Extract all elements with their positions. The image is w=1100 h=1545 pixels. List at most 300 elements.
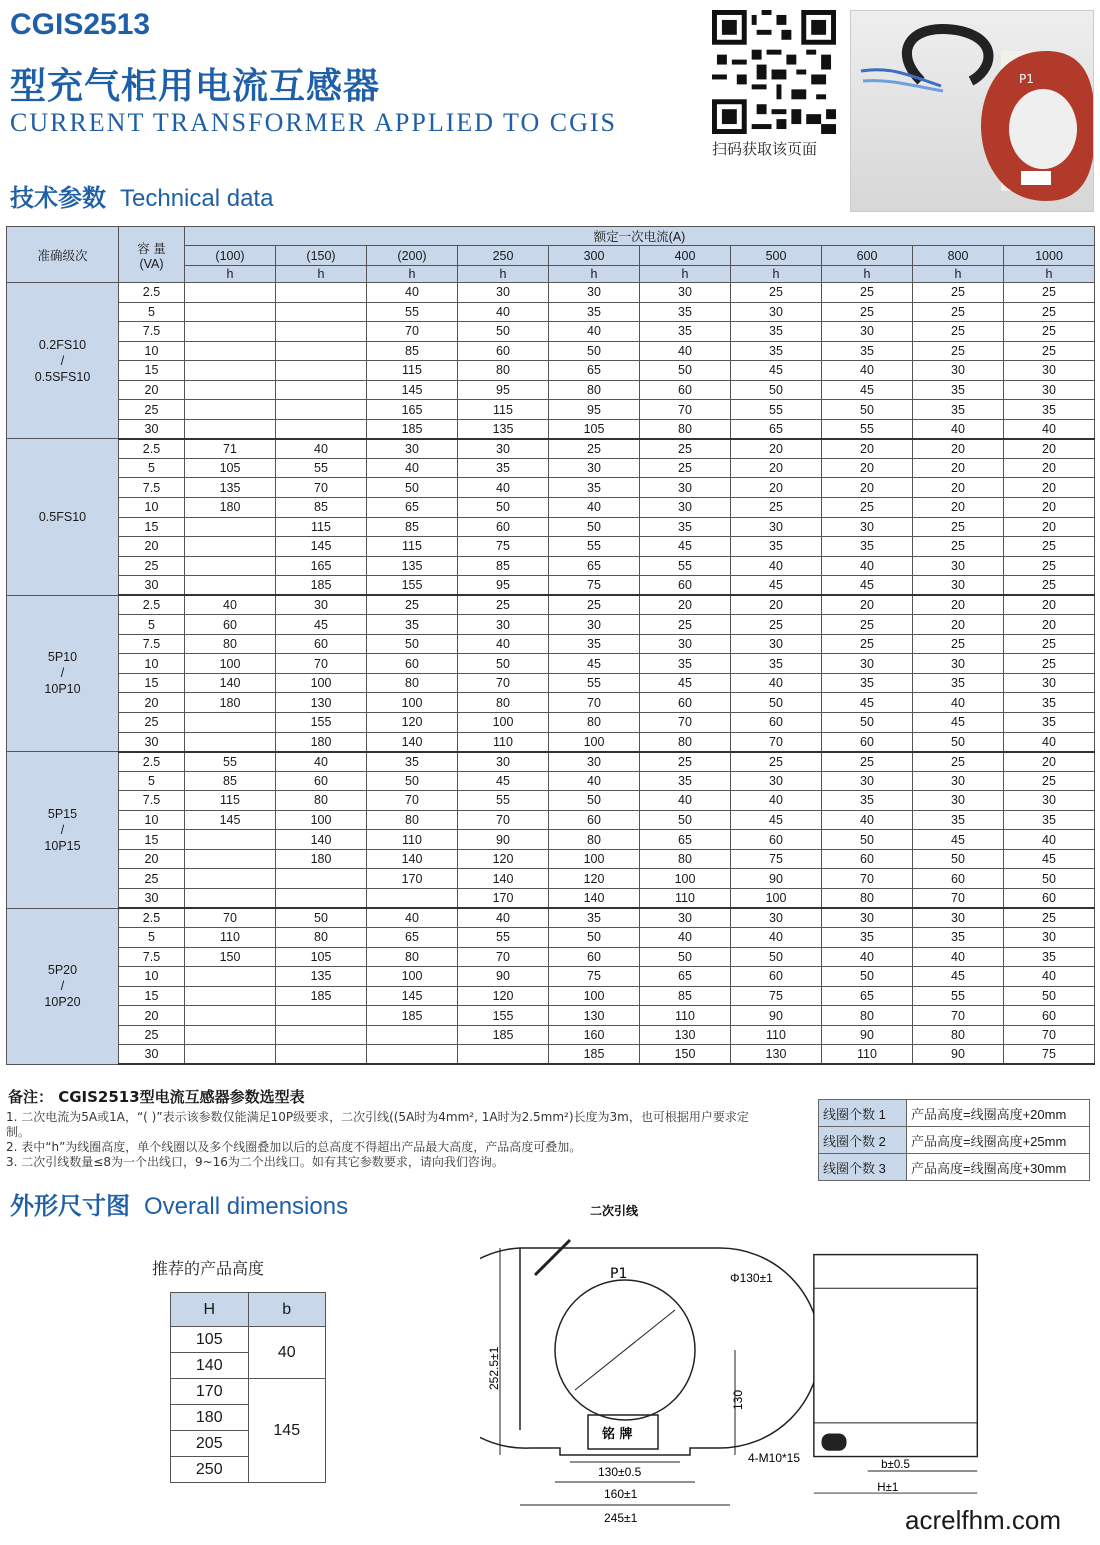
coil-height-cell: 40 bbox=[367, 283, 458, 303]
coil-height-cell: 20 bbox=[1004, 498, 1095, 518]
coil-height-cell: 25 bbox=[731, 752, 822, 772]
coil-height-cell: 30 bbox=[822, 322, 913, 342]
coil-height-cell: 115 bbox=[276, 517, 367, 537]
capacity-va: 25 bbox=[119, 556, 185, 576]
coil-height-cell: 135 bbox=[367, 556, 458, 576]
coil-height-cell: 105 bbox=[549, 419, 640, 439]
coil-height-cell: 80 bbox=[913, 1025, 1004, 1045]
coil-height-cell: 70 bbox=[276, 478, 367, 498]
coil-height-cell: 85 bbox=[185, 771, 276, 791]
coil-height-cell: 115 bbox=[458, 400, 549, 420]
table-row bbox=[7, 1045, 1095, 1065]
table-row bbox=[7, 498, 1095, 518]
coil-count-label: 线圈个数 1 bbox=[819, 1100, 907, 1127]
coil-height-cell: 30 bbox=[640, 498, 731, 518]
coil-height-cell: 35 bbox=[640, 654, 731, 674]
capacity-va: 5 bbox=[119, 458, 185, 478]
table-row bbox=[7, 283, 1095, 303]
coil-height-cell: 25 bbox=[640, 439, 731, 459]
header-current-value: 600 bbox=[822, 246, 913, 266]
table-row bbox=[7, 869, 1095, 889]
coil-height-cell: 140 bbox=[367, 732, 458, 752]
coil-height-cell: 30 bbox=[913, 361, 1004, 381]
accuracy-line: 10P20 bbox=[44, 995, 81, 1010]
coil-height-rule: 产品高度=线圈高度+25mm bbox=[907, 1127, 1090, 1154]
coil-height-cell: 20 bbox=[1004, 752, 1095, 772]
coil-height-cell: 45 bbox=[822, 380, 913, 400]
header-capacity-cn: 容 量 bbox=[137, 241, 166, 256]
footer-url[interactable]: acrelfhm.com bbox=[905, 1505, 1062, 1535]
coil-height-cell: 35 bbox=[731, 654, 822, 674]
table-row bbox=[7, 380, 1095, 400]
coil-height-cell: 90 bbox=[913, 1045, 1004, 1065]
coil-height-cell: 20 bbox=[1004, 478, 1095, 498]
table-row bbox=[7, 752, 1095, 772]
capacity-va: 15 bbox=[119, 986, 185, 1006]
coil-height-cell: 170 bbox=[458, 888, 549, 908]
coil-height-cell: 145 bbox=[367, 986, 458, 1006]
hb-b-value: 40 bbox=[248, 1327, 326, 1379]
coil-height-cell: 40 bbox=[913, 419, 1004, 439]
coil-height-cell: 20 bbox=[822, 595, 913, 615]
coil-height-cell: 140 bbox=[549, 888, 640, 908]
coil-height-cell: 25 bbox=[1004, 654, 1095, 674]
coil-height-cell: 115 bbox=[367, 361, 458, 381]
dims-heading-en: Overall dimensions bbox=[144, 1193, 349, 1220]
coil-height-cell: 80 bbox=[640, 849, 731, 869]
coil-height-cell: 50 bbox=[1004, 869, 1095, 889]
coil-height-cell: 20 bbox=[1004, 458, 1095, 478]
coil-height-cell: 70 bbox=[549, 693, 640, 713]
coil-height-cell: 35 bbox=[1004, 947, 1095, 967]
hb-h-value: 250 bbox=[171, 1457, 249, 1483]
qr-caption: 扫码获取该页面 bbox=[712, 140, 818, 158]
coil-height-cell: 65 bbox=[640, 967, 731, 987]
coil-height-cell: 80 bbox=[367, 673, 458, 693]
coil-height-cell: 185 bbox=[276, 576, 367, 596]
coil-height-cell: 120 bbox=[458, 986, 549, 1006]
table-row bbox=[7, 556, 1095, 576]
coil-height-cell: 25 bbox=[640, 458, 731, 478]
coil-height-cell: 20 bbox=[1004, 595, 1095, 615]
coil-height-cell: 70 bbox=[276, 654, 367, 674]
capacity-va: 2.5 bbox=[119, 595, 185, 615]
coil-height-cell: 35 bbox=[367, 752, 458, 772]
coil-height-cell: 25 bbox=[1004, 322, 1095, 342]
coil-height-cell bbox=[185, 869, 276, 889]
coil-height-cell: 80 bbox=[458, 361, 549, 381]
accuracy-class bbox=[7, 439, 119, 595]
capacity-va: 25 bbox=[119, 869, 185, 889]
header-unit: h bbox=[276, 266, 367, 283]
capacity-va: 30 bbox=[119, 419, 185, 439]
capacity-va: 5 bbox=[119, 771, 185, 791]
coil-height-cell: 185 bbox=[367, 1006, 458, 1026]
coil-height-cell: 35 bbox=[1004, 713, 1095, 733]
coil-height-cell: 30 bbox=[640, 634, 731, 654]
front-view-drawing bbox=[480, 1200, 840, 1540]
table-row bbox=[7, 1025, 1095, 1045]
coil-height-cell: 40 bbox=[640, 341, 731, 361]
coil-height-cell: 50 bbox=[640, 810, 731, 830]
coil-height-cell: 40 bbox=[640, 791, 731, 811]
coil-height-cell: 55 bbox=[367, 302, 458, 322]
coil-height-cell: 25 bbox=[913, 517, 1004, 537]
coil-height-cell: 20 bbox=[913, 615, 1004, 635]
coil-height-cell: 30 bbox=[731, 634, 822, 654]
coil-height-cell: 25 bbox=[822, 283, 913, 303]
coil-height-cell: 75 bbox=[731, 849, 822, 869]
capacity-va: 25 bbox=[119, 713, 185, 733]
coil-height-cell: 20 bbox=[913, 498, 1004, 518]
coil-height-cell: 60 bbox=[549, 947, 640, 967]
coil-height-cell: 50 bbox=[367, 478, 458, 498]
coil-height-cell: 80 bbox=[367, 947, 458, 967]
coil-height-cell: 40 bbox=[367, 908, 458, 928]
coil-height-cell: 40 bbox=[1004, 967, 1095, 987]
coil-height-cell: 25 bbox=[913, 634, 1004, 654]
coil-height-cell bbox=[276, 1045, 367, 1065]
coil-height-cell: 25 bbox=[549, 439, 640, 459]
coil-height-cell bbox=[185, 537, 276, 557]
coil-height-cell: 70 bbox=[913, 888, 1004, 908]
coil-height-cell: 55 bbox=[640, 556, 731, 576]
coil-height-cell: 40 bbox=[913, 693, 1004, 713]
capacity-va: 2.5 bbox=[119, 283, 185, 303]
coil-height-cell: 50 bbox=[822, 713, 913, 733]
recommended-height-label: 推荐的产品高度 bbox=[152, 1259, 265, 1278]
table-row bbox=[7, 732, 1095, 752]
coil-height-cell: 60 bbox=[640, 693, 731, 713]
coil-height-cell bbox=[276, 380, 367, 400]
drawing-w3: 245±1 bbox=[604, 1511, 638, 1525]
capacity-va: 30 bbox=[119, 732, 185, 752]
coil-height-cell: 165 bbox=[367, 400, 458, 420]
table-row bbox=[7, 576, 1095, 596]
coil-height-cell: 45 bbox=[913, 830, 1004, 850]
coil-height-cell: 55 bbox=[549, 673, 640, 693]
coil-height-cell: 180 bbox=[276, 732, 367, 752]
coil-height-cell: 25 bbox=[1004, 634, 1095, 654]
coil-height-cell: 40 bbox=[731, 928, 822, 948]
coil-height-cell: 20 bbox=[1004, 517, 1095, 537]
coil-height-cell: 30 bbox=[458, 283, 549, 303]
coil-height-cell: 30 bbox=[913, 791, 1004, 811]
coil-height-cell: 30 bbox=[731, 302, 822, 322]
coil-height-cell: 80 bbox=[822, 1006, 913, 1026]
capacity-va: 10 bbox=[119, 967, 185, 987]
accuracy-line: 0.5FS10 bbox=[38, 510, 87, 525]
header-unit: h bbox=[549, 266, 640, 283]
table-row bbox=[7, 928, 1095, 948]
coil-height-cell: 20 bbox=[822, 458, 913, 478]
coil-height-cell: 20 bbox=[1004, 615, 1095, 635]
coil-height-cell: 50 bbox=[731, 693, 822, 713]
capacity-va: 2.5 bbox=[119, 752, 185, 772]
coil-height-cell: 140 bbox=[458, 869, 549, 889]
coil-height-cell: 35 bbox=[913, 928, 1004, 948]
header-rated-current: 额定一次电流(A) bbox=[185, 227, 1095, 246]
coil-height-cell: 30 bbox=[1004, 928, 1095, 948]
drawing-phi: Φ130±1 bbox=[730, 1271, 773, 1285]
table-row bbox=[7, 302, 1095, 322]
header-current-value: 800 bbox=[913, 246, 1004, 266]
coil-height-cell: 40 bbox=[549, 771, 640, 791]
coil-height-cell bbox=[185, 967, 276, 987]
accuracy-line: 0.5SFS10 bbox=[34, 369, 91, 384]
coil-height-cell: 100 bbox=[549, 732, 640, 752]
coil-count-label: 线圈个数 2 bbox=[819, 1127, 907, 1154]
coil-height-cell: 55 bbox=[549, 537, 640, 557]
coil-height-cell: 40 bbox=[731, 556, 822, 576]
hb-h-value: 140 bbox=[171, 1353, 249, 1379]
coil-height-cell bbox=[276, 341, 367, 361]
coil-height-cell: 20 bbox=[822, 439, 913, 459]
drawing-height: 252.5±1 bbox=[487, 1346, 501, 1390]
coil-height-cell: 140 bbox=[276, 830, 367, 850]
coil-height-cell: 70 bbox=[731, 732, 822, 752]
table-row bbox=[7, 478, 1095, 498]
table-row bbox=[7, 830, 1095, 850]
coil-height-rule: 产品高度=线圈高度+30mm bbox=[907, 1154, 1090, 1181]
coil-height-cell: 25 bbox=[1004, 302, 1095, 322]
coil-height-cell: 145 bbox=[367, 380, 458, 400]
coil-height-cell: 70 bbox=[367, 322, 458, 342]
coil-height-cell: 35 bbox=[1004, 810, 1095, 830]
coil-height-cell bbox=[185, 849, 276, 869]
coil-height-cell: 60 bbox=[640, 576, 731, 596]
coil-height-cell: 45 bbox=[640, 673, 731, 693]
accuracy-line: 0.2FS10 bbox=[38, 337, 87, 352]
coil-height-cell: 135 bbox=[276, 967, 367, 987]
coil-height-cell: 55 bbox=[458, 791, 549, 811]
coil-height-cell: 60 bbox=[640, 380, 731, 400]
coil-height-cell: 45 bbox=[549, 654, 640, 674]
coil-height-cell: 40 bbox=[822, 556, 913, 576]
coil-height-cell: 40 bbox=[1004, 830, 1095, 850]
coil-height-cell: 55 bbox=[731, 400, 822, 420]
coil-height-cell: 35 bbox=[731, 322, 822, 342]
coil-height-cell: 130 bbox=[276, 693, 367, 713]
coil-height-cell: 45 bbox=[640, 537, 731, 557]
coil-height-cell: 115 bbox=[185, 791, 276, 811]
coil-count-label: 线圈个数 3 bbox=[819, 1154, 907, 1181]
coil-height-cell: 60 bbox=[822, 849, 913, 869]
coil-height-cell: 60 bbox=[185, 615, 276, 635]
coil-height-cell bbox=[185, 576, 276, 596]
coil-height-cell: 35 bbox=[822, 928, 913, 948]
coil-height-cell: 50 bbox=[549, 341, 640, 361]
coil-height-cell bbox=[185, 1045, 276, 1065]
capacity-va: 10 bbox=[119, 498, 185, 518]
coil-height-cell: 40 bbox=[549, 498, 640, 518]
coil-height-cell: 110 bbox=[640, 888, 731, 908]
coil-height-cell: 135 bbox=[458, 419, 549, 439]
capacity-va: 10 bbox=[119, 654, 185, 674]
coil-height-cell: 20 bbox=[731, 478, 822, 498]
coil-height-cell: 40 bbox=[549, 322, 640, 342]
coil-height-cell bbox=[185, 732, 276, 752]
table-row bbox=[7, 537, 1095, 557]
coil-height-cell: 110 bbox=[367, 830, 458, 850]
coil-height-cell: 30 bbox=[731, 908, 822, 928]
coil-height-cell: 50 bbox=[1004, 986, 1095, 1006]
coil-height-cell: 25 bbox=[549, 595, 640, 615]
coil-height-cell: 30 bbox=[731, 771, 822, 791]
tech-heading-en: Technical data bbox=[120, 185, 274, 212]
coil-height-cell bbox=[276, 322, 367, 342]
coil-height-cell: 45 bbox=[822, 693, 913, 713]
table-row bbox=[7, 634, 1095, 654]
coil-height-cell: 65 bbox=[549, 361, 640, 381]
coil-height-cell: 25 bbox=[1004, 576, 1095, 596]
capacity-va: 20 bbox=[119, 537, 185, 557]
header-unit: h bbox=[731, 266, 822, 283]
coil-height-cell bbox=[185, 419, 276, 439]
coil-height-cell: 30 bbox=[458, 439, 549, 459]
accuracy-line: 5P20 bbox=[47, 963, 78, 978]
coil-height-cell: 35 bbox=[822, 791, 913, 811]
coil-height-cell: 60 bbox=[731, 967, 822, 987]
coil-height-cell bbox=[185, 713, 276, 733]
product-photo bbox=[850, 10, 1094, 212]
coil-height-cell: 70 bbox=[640, 400, 731, 420]
coil-height-cell: 85 bbox=[276, 498, 367, 518]
header-current-value: 400 bbox=[640, 246, 731, 266]
coil-height-cell: 100 bbox=[731, 888, 822, 908]
coil-height-cell: 20 bbox=[822, 478, 913, 498]
coil-height-cell: 45 bbox=[822, 576, 913, 596]
coil-height-cell: 40 bbox=[185, 595, 276, 615]
qr-code-icon[interactable] bbox=[712, 10, 836, 134]
coil-height-cell: 40 bbox=[913, 947, 1004, 967]
coil-height-cell: 40 bbox=[1004, 732, 1095, 752]
coil-height-cell: 150 bbox=[640, 1045, 731, 1065]
coil-height-cell: 100 bbox=[276, 810, 367, 830]
coil-height-cell: 20 bbox=[731, 458, 822, 478]
coil-height-cell: 40 bbox=[640, 928, 731, 948]
coil-height-cell: 50 bbox=[549, 928, 640, 948]
coil-height-cell: 185 bbox=[458, 1025, 549, 1045]
capacity-va: 25 bbox=[119, 400, 185, 420]
coil-height-cell: 55 bbox=[185, 752, 276, 772]
header-current-value: (100) bbox=[185, 246, 276, 266]
coil-height-cell: 80 bbox=[822, 888, 913, 908]
coil-height-cell: 60 bbox=[913, 869, 1004, 889]
coil-height-cell: 35 bbox=[913, 380, 1004, 400]
coil-height-cell: 105 bbox=[276, 947, 367, 967]
capacity-va: 10 bbox=[119, 810, 185, 830]
coil-height-cell: 45 bbox=[731, 361, 822, 381]
coil-height-cell: 55 bbox=[276, 458, 367, 478]
coil-height-cell: 30 bbox=[640, 478, 731, 498]
coil-height-cell bbox=[276, 1025, 367, 1045]
coil-height-cell bbox=[367, 1025, 458, 1045]
capacity-va: 20 bbox=[119, 849, 185, 869]
accuracy-line: / bbox=[60, 353, 65, 368]
coil-height-cell: 30 bbox=[458, 615, 549, 635]
coil-height-cell: 30 bbox=[913, 771, 1004, 791]
coil-height-cell: 185 bbox=[549, 1045, 640, 1065]
coil-height-cell: 70 bbox=[458, 810, 549, 830]
coil-height-cell: 71 bbox=[185, 439, 276, 459]
coil-height-cell: 40 bbox=[822, 810, 913, 830]
coil-height-cell: 35 bbox=[913, 673, 1004, 693]
coil-height-cell: 120 bbox=[367, 713, 458, 733]
coil-height-cell: 35 bbox=[1004, 693, 1095, 713]
capacity-va: 7.5 bbox=[119, 634, 185, 654]
coil-height-cell: 50 bbox=[640, 361, 731, 381]
coil-height-cell: 30 bbox=[549, 458, 640, 478]
coil-height-cell: 90 bbox=[458, 830, 549, 850]
hb-h-value: 205 bbox=[171, 1431, 249, 1457]
coil-height-cell bbox=[276, 419, 367, 439]
capacity-va: 7.5 bbox=[119, 322, 185, 342]
capacity-va: 5 bbox=[119, 615, 185, 635]
coil-height-cell: 35 bbox=[1004, 400, 1095, 420]
accuracy-class bbox=[7, 595, 119, 751]
coil-height-cell: 80 bbox=[458, 693, 549, 713]
coil-height-cell: 25 bbox=[458, 595, 549, 615]
capacity-va: 7.5 bbox=[119, 478, 185, 498]
coil-height-cell: 20 bbox=[913, 595, 1004, 615]
table-row bbox=[7, 439, 1095, 459]
note-item: 2. 表中“h”为线圈高度，单个线圈以及多个线圈叠加以后的总高度不得超出产品最大高度，产品高度可叠加。 bbox=[6, 1140, 582, 1154]
coil-height-cell: 25 bbox=[1004, 537, 1095, 557]
hb-h-value: 105 bbox=[171, 1327, 249, 1353]
header-unit: h bbox=[640, 266, 731, 283]
table-row bbox=[7, 654, 1095, 674]
coil-height-cell: 40 bbox=[458, 634, 549, 654]
coil-height-cell: 160 bbox=[549, 1025, 640, 1045]
drawing-w1: 130±0.5 bbox=[598, 1465, 642, 1479]
coil-height-cell: 30 bbox=[731, 517, 822, 537]
coil-height-cell bbox=[185, 830, 276, 850]
table-row bbox=[7, 791, 1095, 811]
coil-height-cell: 75 bbox=[549, 576, 640, 596]
coil-height-cell: 20 bbox=[913, 439, 1004, 459]
coil-height-cell: 20 bbox=[913, 478, 1004, 498]
coil-height-cell bbox=[185, 1006, 276, 1026]
coil-count-table bbox=[818, 1099, 1090, 1181]
coil-height-cell bbox=[367, 1045, 458, 1065]
header-capacity-unit: (VA) bbox=[139, 256, 164, 271]
capacity-va: 2.5 bbox=[119, 908, 185, 928]
header-unit: h bbox=[1004, 266, 1095, 283]
capacity-va: 7.5 bbox=[119, 791, 185, 811]
coil-height-cell: 80 bbox=[549, 830, 640, 850]
coil-height-cell: 100 bbox=[549, 986, 640, 1006]
coil-height-cell: 35 bbox=[640, 302, 731, 322]
table-row bbox=[7, 967, 1095, 987]
table-row bbox=[7, 849, 1095, 869]
coil-height-cell: 40 bbox=[458, 302, 549, 322]
notes bbox=[6, 1110, 766, 1170]
coil-height-cell: 25 bbox=[822, 634, 913, 654]
dims-section-heading bbox=[10, 1186, 348, 1221]
capacity-va: 25 bbox=[119, 1025, 185, 1045]
coil-height-cell: 70 bbox=[822, 869, 913, 889]
coil-height-cell bbox=[276, 302, 367, 322]
coil-height-cell: 35 bbox=[913, 400, 1004, 420]
coil-height-cell: 50 bbox=[822, 967, 913, 987]
drawing-p1: P1 bbox=[610, 1266, 628, 1282]
coil-height-cell: 60 bbox=[822, 732, 913, 752]
header-unit: h bbox=[185, 266, 276, 283]
accuracy-line: / bbox=[60, 979, 65, 994]
coil-height-cell: 20 bbox=[913, 458, 1004, 478]
coil-height-cell bbox=[276, 400, 367, 420]
